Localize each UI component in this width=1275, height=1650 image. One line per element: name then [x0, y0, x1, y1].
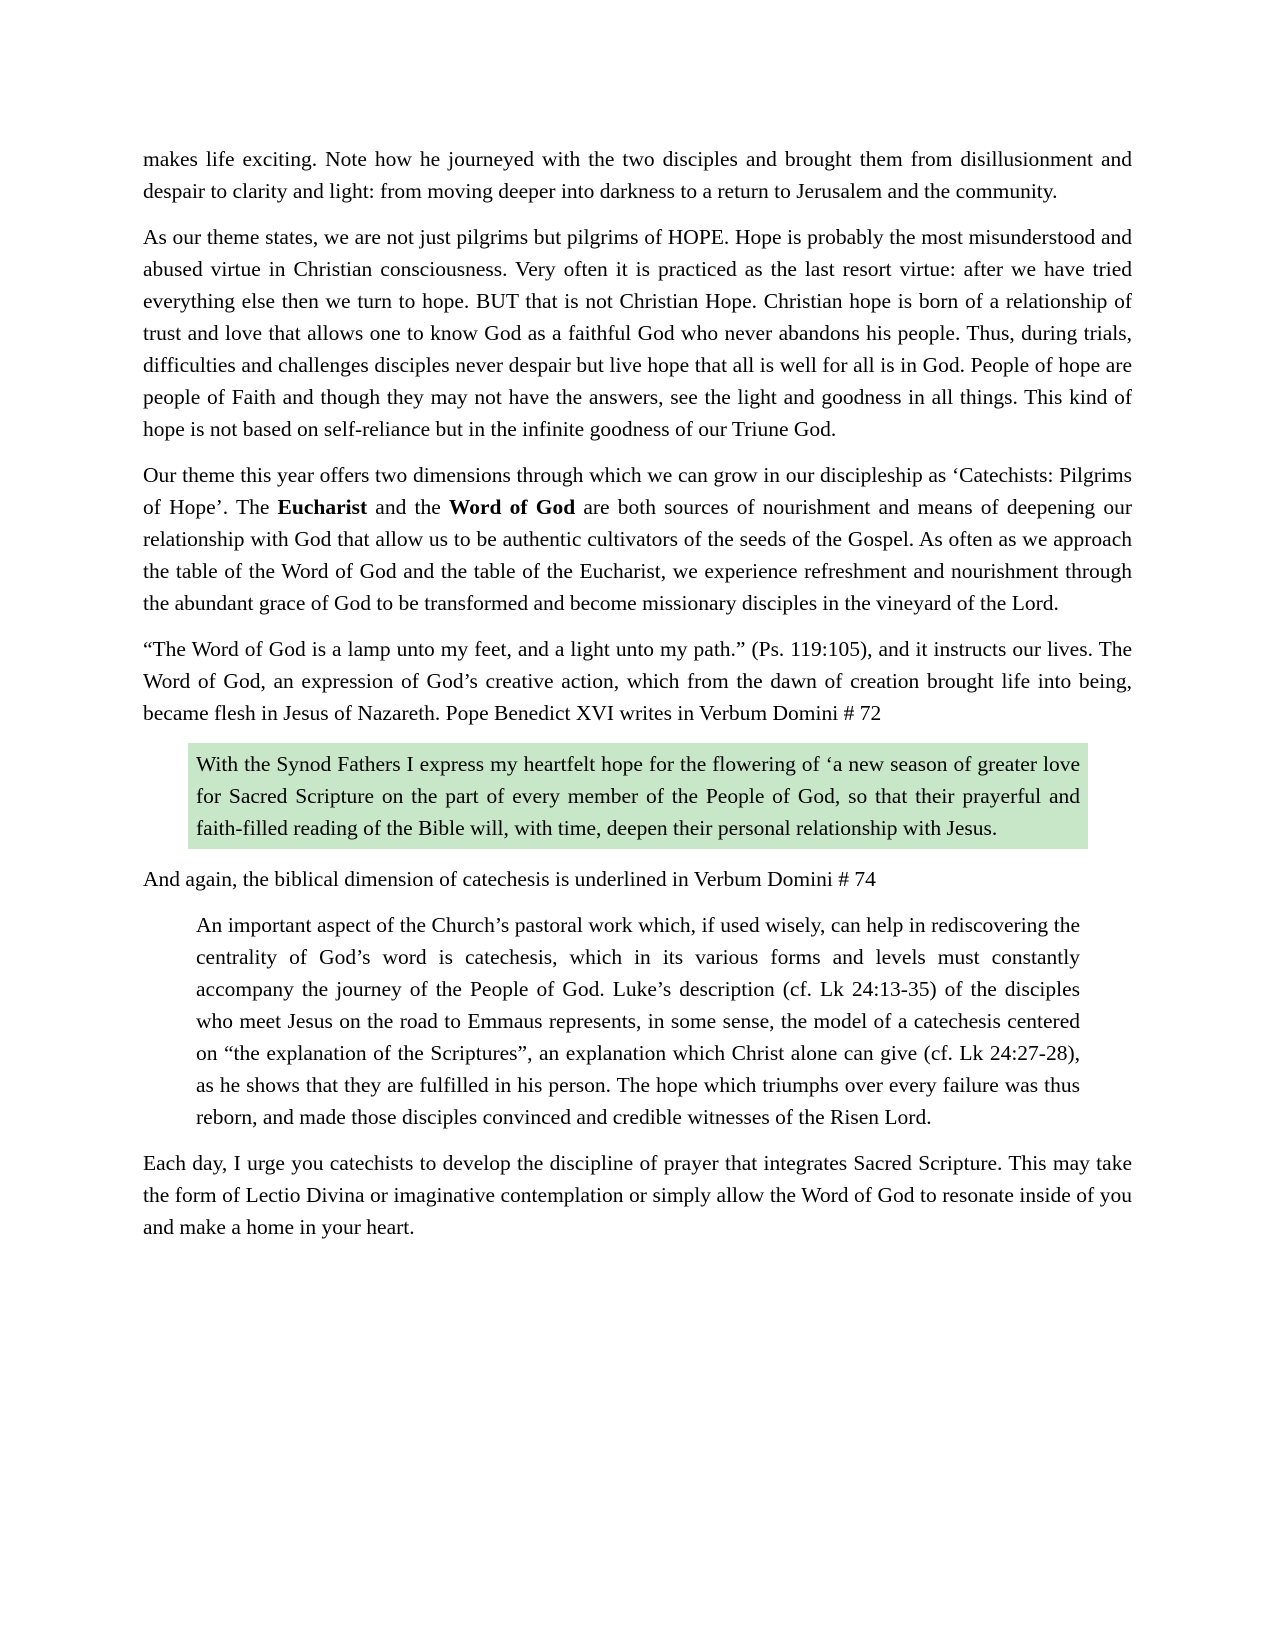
text-segment: are both sources of nourishment and means of deepening our relationship with God that allow us to be authentic cultivators of the seeds of the Gospel. As often as we approach the table of the Word of God and the table of the Eucharist, we experience refreshment and nourishment through the abundant grace of God to be transformed and become missionary disciples in the vineyard of the Lord. [143, 495, 1132, 615]
text-segment: and the [367, 495, 449, 519]
text-segment: Our theme this year offers two dimensions through which we can grow in our discipleship as ‘Catechists: Pilgrims of Hope’. The [143, 463, 1132, 519]
paragraph-verbum-domini-74-intro: And again, the biblical dimension of catechesis is underlined in Verbum Domini # 74 [143, 867, 876, 891]
bold-word-of-god: Word of God [448, 495, 576, 519]
paragraph-emmaus-journey: makes life exciting. Note how he journeyed with the two disciples and brought them from disillusionment and despair to clarity and light: from moving deeper into darkness to a return to Jerusalem and the community. [143, 147, 1132, 203]
quote-verbum-domini-74: An important aspect of the Church’s pastoral work which, if used wisely, can help in rediscovering the centrality of God’s word is catechesis, which in its various forms and levels must constantly accompany the journey of the People of God. Luke’s description (cf. Lk 24:13-35) of the disciples who meet Jesus on the road to Emmaus represents, in some sense, the model of a catechesis centered on “the explanation of the Scriptures”, an explanation which Christ alone can give (cf. Lk 24:27-28), as he shows that they are fulfilled in his person. The hope which triumphs over every failure was thus reborn, and made those disciples convinced and credible witnesses of the Risen Lord. [196, 913, 1080, 1129]
paragraph-theme-dimensions [143, 459, 1132, 619]
quote-verbum-domini-72-highlighted: With the Synod Fathers I express my heartfelt hope for the flowering of ‘a new season of greater love for Sacred Scripture on the part of every member of the People of God, so that their prayerful and faith-filled reading of the Bible will, with time, deepen their personal relationship with Jesus. [188, 743, 1088, 849]
paragraph-pilgrims-of-hope: As our theme states, we are not just pilgrims but pilgrims of HOPE. Hope is probably the most misunderstood and abused virtue in Christian consciousness. Very often it is practiced as the last resort virtue: after we have tried everything else then we turn to hope. BUT that is not Christian Hope. Christian hope is born of a relationship of trust and love that allows one to know God as a faithful God who never abandons his people. Thus, during trials, difficulties and challenges disciples never despair but live hope that all is well for all is in God. People of hope are people of Faith and though they may not have the answers, see the light and goodness in all things. This kind of hope is not based on self-reliance but in the infinite goodness of our Triune God. [143, 225, 1132, 441]
paragraph-word-of-god-lamp: “The Word of God is a lamp unto my feet, and a light unto my path.” (Ps. 119:105), and it instructs our lives. The Word of God, an expression of God’s creative action, which from the dawn of creation brought life into being, became flesh in Jesus of Nazareth. Pope Benedict XVI writes in Verbum Domini # 72 [143, 637, 1132, 725]
paragraph-discipline-of-prayer: Each day, I urge you catechists to develop the discipline of prayer that integrates Sacred Scripture. This may take the form of Lectio Divina or imaginative contemplation or simply allow the Word of God to resonate inside of you and make a home in your heart. [143, 1151, 1132, 1239]
bold-eucharist: Eucharist [277, 495, 368, 519]
